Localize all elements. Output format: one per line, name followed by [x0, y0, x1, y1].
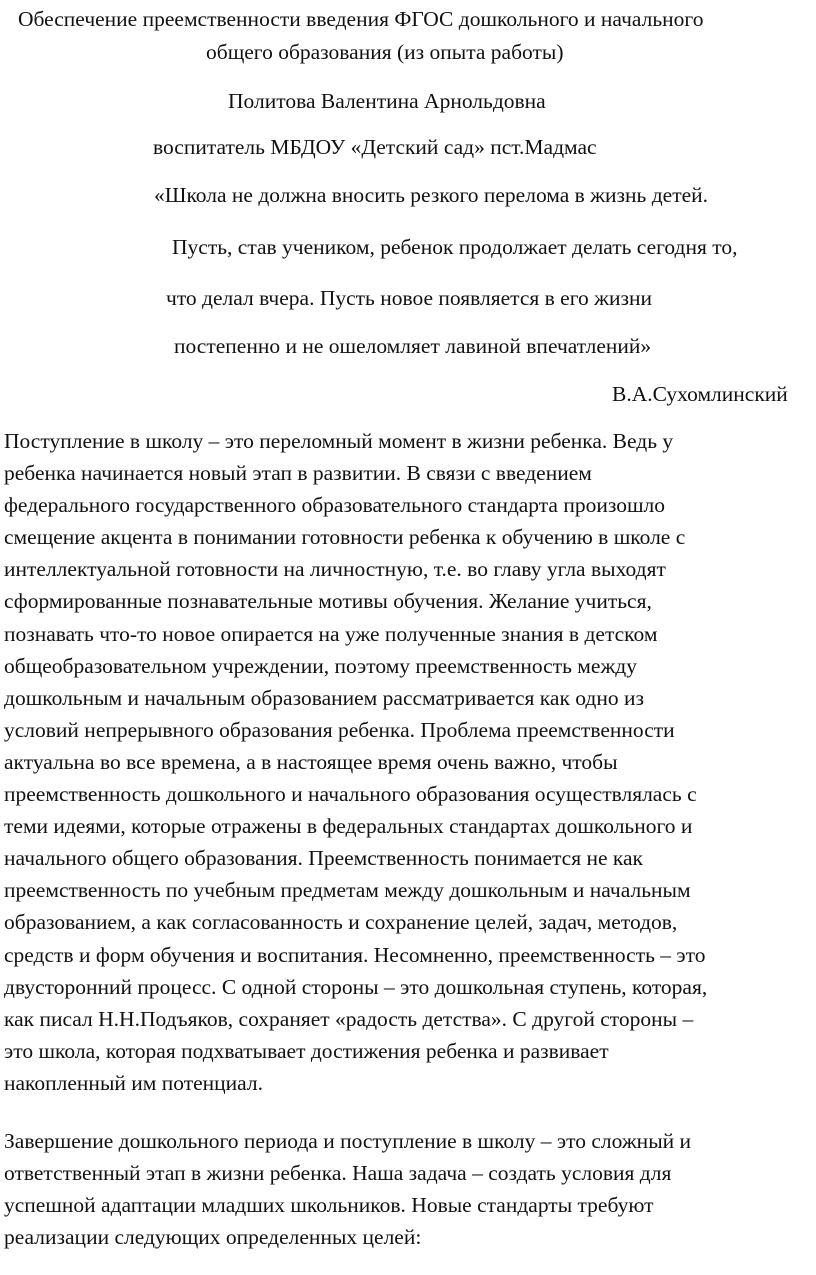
paragraph-line: ребенка начинается новый этап в развитии. В связи с введением [4, 461, 592, 486]
paragraph-line: актуальна во все времена, а в настоящее время очень важно, чтобы [4, 749, 618, 774]
paragraph-line: реализации следующих определенных целей: [4, 1225, 422, 1250]
paragraph-line: это школа, которая подхватывает достижения ребенка и развивает [4, 1038, 609, 1063]
epigraph-line: «Школа не должна вносить резкого перелома в жизнь детей. [154, 183, 709, 207]
body-paragraph-1 [4, 425, 816, 1099]
document-title-line-1: Обеспечение преемственности введения ФГОС дошкольного и начального [18, 7, 704, 31]
paragraph-line: двусторонний процесс. С одной стороны – это дошкольная ступень, которая, [4, 974, 708, 999]
paragraph-line: общеобразовательном учреждении, поэтому преемственность между [4, 653, 637, 678]
document-title-line-2: общего образования (из опыта работы) [206, 40, 564, 64]
epigraph-line: постепенно и не ошеломляет лавиной впечатлений» [174, 334, 652, 358]
paragraph-line: сформированные познавательные мотивы обучения. Желание учиться, [4, 589, 652, 614]
paragraph-line: Завершение дошкольного периода и поступление в школу – это сложный и [4, 1129, 692, 1153]
paragraph-line: преемственность дошкольного и начального образования осуществлялась с [4, 782, 697, 807]
author-name: Политова Валентина Арнольдовна [228, 89, 546, 113]
epigraph-author: В.А.Сухомлинский [612, 382, 788, 406]
author-position: воспитатель МБДОУ «Детский сад» пст.Мадмас [153, 135, 597, 159]
paragraph-line: накопленный им потенциал. [4, 1070, 264, 1095]
paragraph-line: дошкольным и начальным образованием рассматривается как одно из [4, 685, 644, 710]
paragraph-line: начального общего образования. Преемственность понимается не как [4, 846, 643, 871]
paragraph-line: смещение акцента в понимании готовности ребенка к обучению в школе с [4, 525, 686, 550]
paragraph-line: ответственный этап в жизни ребенка. Наша задача – создать условия для [4, 1161, 672, 1186]
paragraph-line: как писал Н.Н.Подъяков, сохраняет «радость детства». С другой стороны – [4, 1006, 694, 1031]
paragraph-line: теми идеями, которые отражены в федеральных стандартах дошкольного и [4, 814, 693, 839]
epigraph-line: что делал вчера. Пусть новое появляется в его жизни [166, 286, 652, 310]
body-paragraph-2 [4, 1125, 816, 1253]
paragraph-line: интеллектуальной готовности на личностную, т.е. во главу угла выходят [4, 557, 666, 582]
paragraph-line: условий непрерывного образования ребенка. Проблема преемственности [4, 717, 675, 742]
paragraph-line: познавать что-то новое опирается на уже полученные знания в детском [4, 621, 658, 646]
paragraph-line: средств и форм обучения и воспитания. Несомненно, преемственность – это [4, 942, 706, 967]
paragraph-line: Поступление в школу – это переломный момент в жизни ребенка. Ведь у [4, 429, 674, 453]
paragraph-line: успешной адаптации младших школьников. Новые стандарты требуют [4, 1193, 654, 1218]
epigraph-line: Пусть, став учеником, ребенок продолжает делать сегодня то, [172, 235, 738, 259]
paragraph-line: преемственность по учебным предметам между дошкольным и начальным [4, 878, 691, 903]
paragraph-line: федерального государственного образовательного стандарта произошло [4, 493, 666, 518]
paragraph-line: образованием, а как согласованность и сохранение целей, задач, методов, [4, 910, 678, 935]
